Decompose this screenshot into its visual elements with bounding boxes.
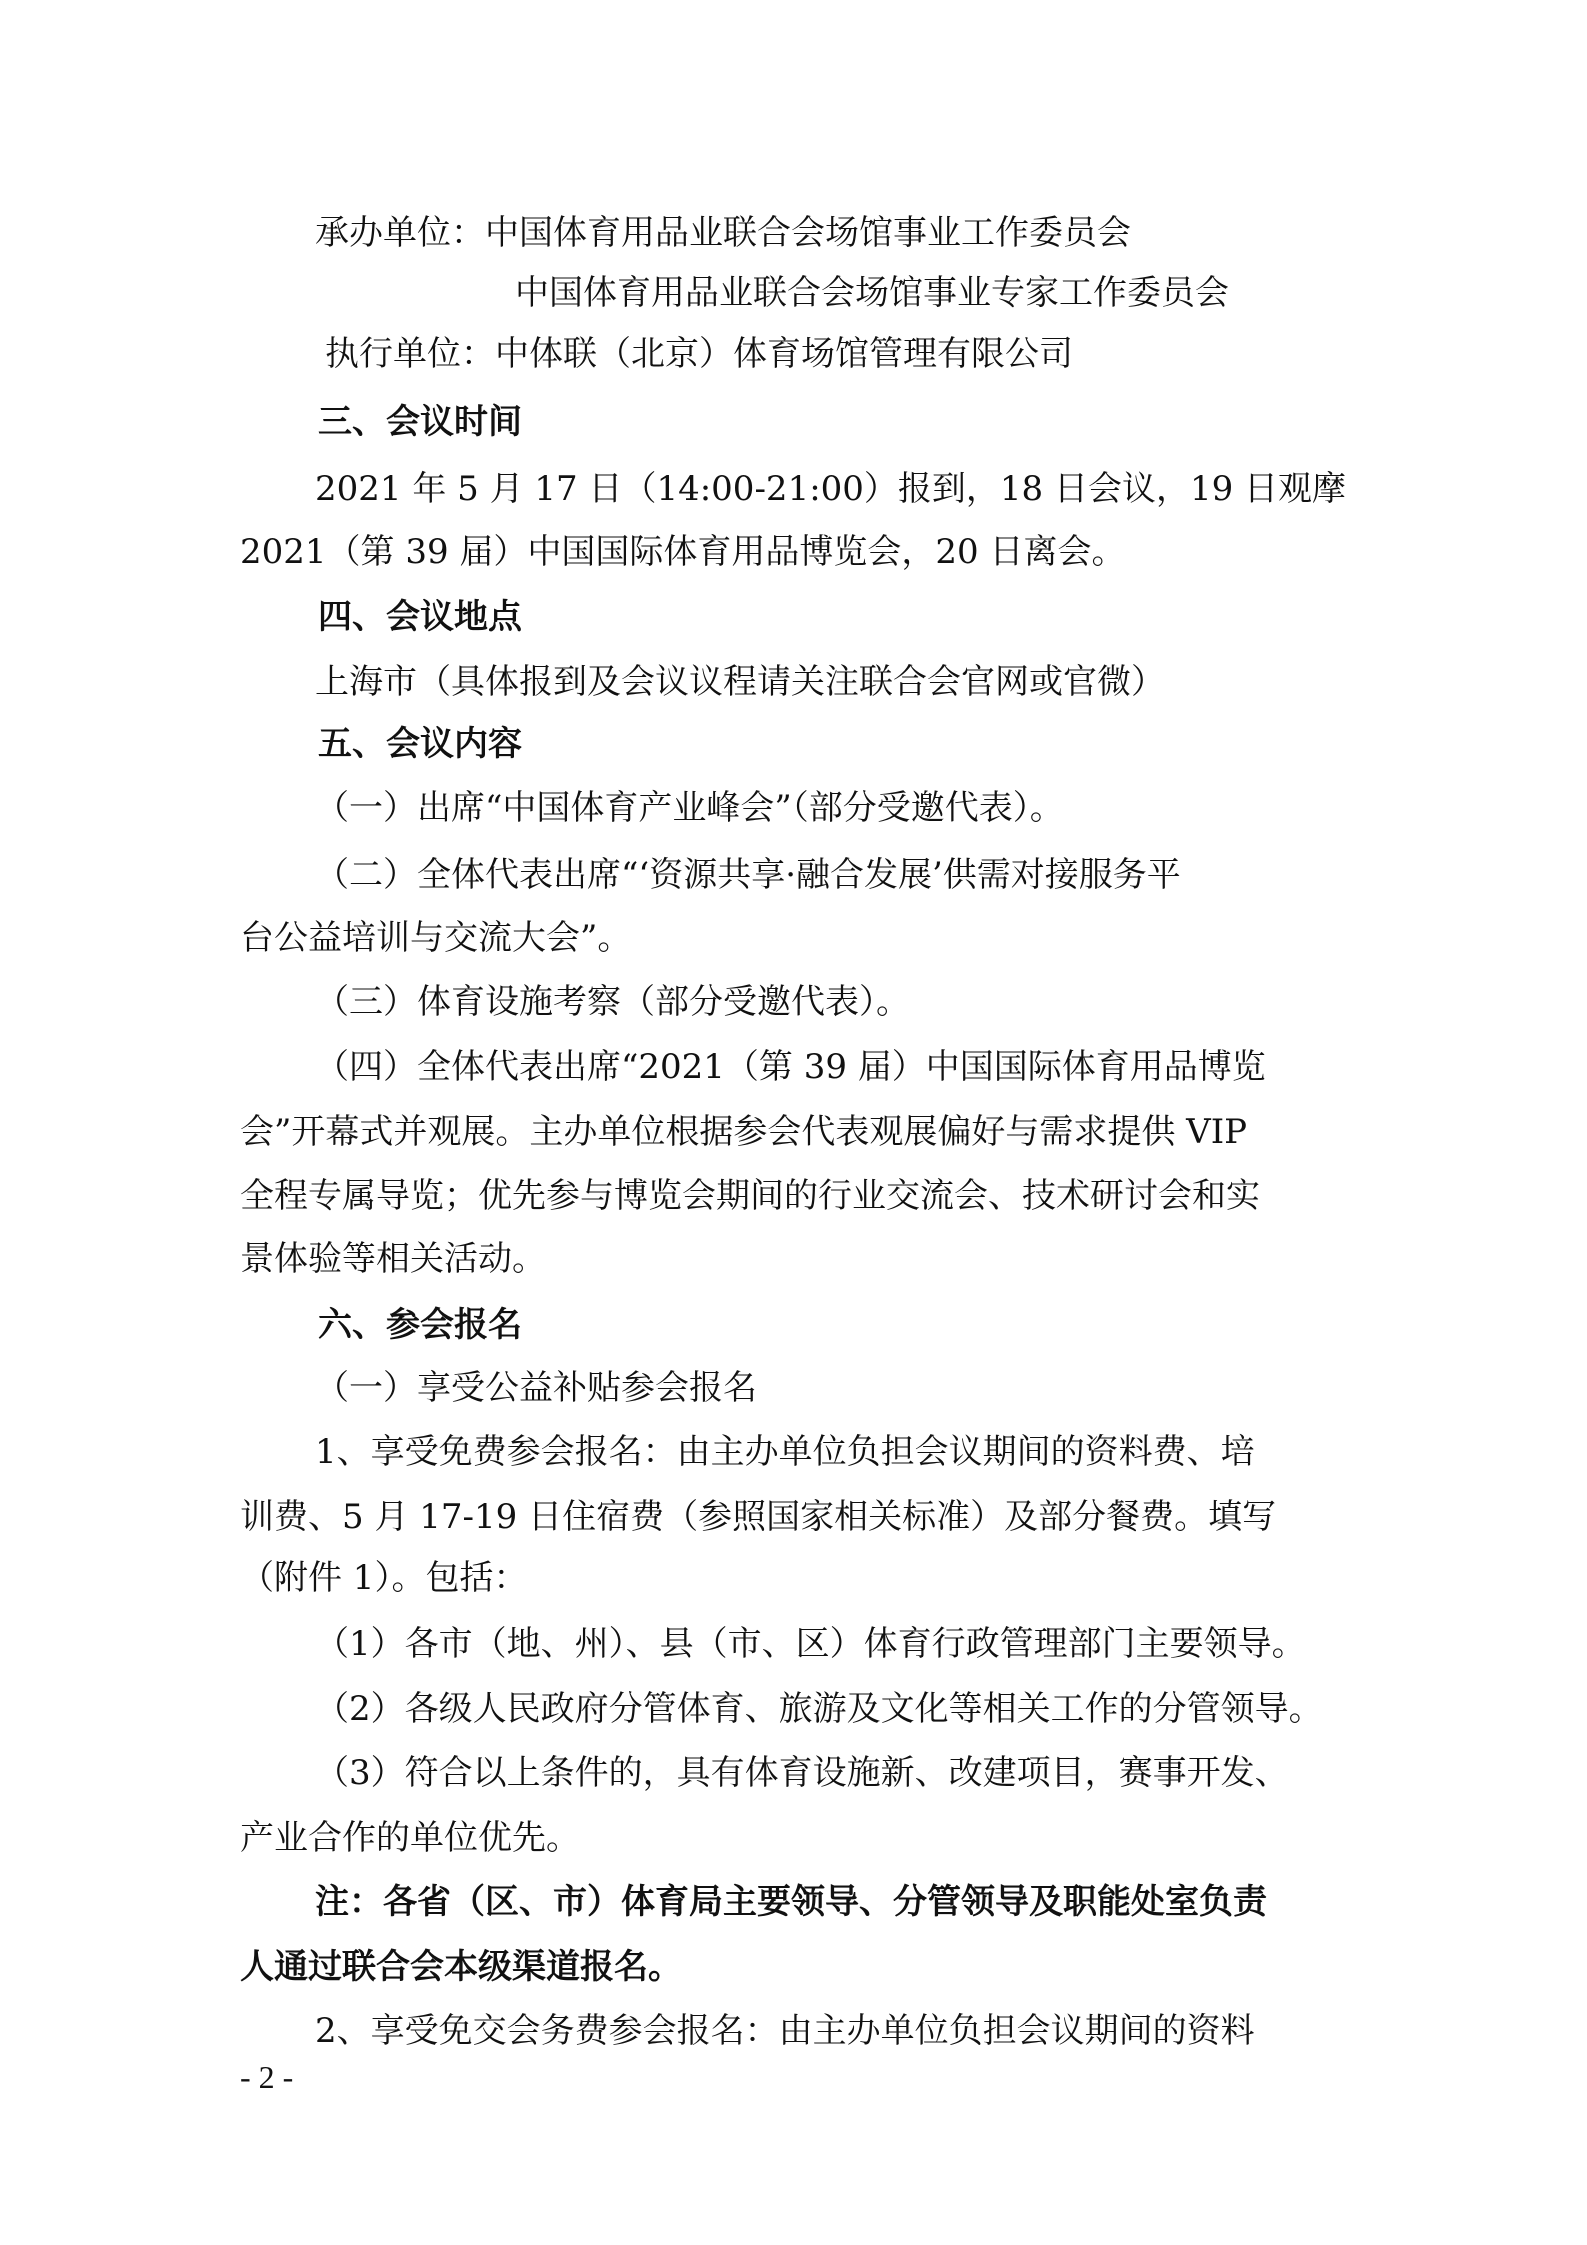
text-line: 全程专属导览；优先参与博览会期间的行业交流会、技术研讨会和实 bbox=[240, 1176, 1260, 1216]
note-line: 注：各省（区、市）体育局主要领导、分管领导及职能处室负责 bbox=[315, 1882, 1267, 1922]
text-line: 训费、5 月 17-19 日住宿费（参照国家相关标准）及部分餐费。填写 bbox=[240, 1497, 1277, 1537]
text-line: 中国体育用品业联合会场馆事业专家工作委员会 bbox=[515, 273, 1229, 313]
text-line: （一）享受公益补贴参会报名 bbox=[315, 1368, 757, 1408]
text-line: 1、享受免费参会报名：由主办单位负担会议期间的资料费、培 bbox=[315, 1432, 1255, 1472]
text-line: 执行单位：中体联（北京）体育场馆管理有限公司 bbox=[325, 334, 1073, 374]
text-line: 2、享受免交会务费参会报名：由主办单位负担会议期间的资料 bbox=[315, 2011, 1255, 2051]
text-line: 2021（第 39 届）中国国际体育用品博览会，20 日离会。 bbox=[240, 532, 1126, 572]
text-line: （三）体育设施考察（部分受邀代表）。 bbox=[315, 982, 910, 1022]
note-line: 人通过联合会本级渠道报名。 bbox=[240, 1947, 682, 1987]
text-line: 台公益培训与交流大会”。 bbox=[240, 918, 632, 958]
text-line: （2）各级人民政府分管体育、旅游及文化等相关工作的分管领导。 bbox=[315, 1689, 1323, 1729]
section-heading: 五、会议内容 bbox=[318, 724, 522, 764]
section-heading: 六、参会报名 bbox=[318, 1305, 522, 1345]
text-line: 2021 年 5 月 17 日（14:00-21:00）报到，18 日会议，19 日观摩 bbox=[315, 469, 1347, 509]
text-line: （四）全体代表出席“2021（第 39 届）中国国际体育用品博览 bbox=[315, 1047, 1266, 1087]
text-line: （1）各市（地、州）、县（市、区）体育行政管理部门主要领导。 bbox=[315, 1624, 1306, 1664]
section-heading: 四、会议地点 bbox=[318, 597, 522, 637]
text-line: 景体验等相关活动。 bbox=[240, 1239, 546, 1279]
text-line: （附件 1）。包括： bbox=[240, 1558, 528, 1598]
text-line: 上海市（具体报到及会议议程请关注联合会官网或官微） bbox=[315, 662, 1165, 702]
text-line: （一）出席“中国体育产业峰会”（部分受邀代表）。 bbox=[315, 788, 1064, 828]
text-line: 会”开幕式并观展。主办单位根据参会代表观展偏好与需求提供 VIP bbox=[240, 1112, 1248, 1152]
text-line: 承办单位：中国体育用品业联合会场馆事业工作委员会 bbox=[315, 213, 1131, 253]
text-line: （3）符合以上条件的，具有体育设施新、改建项目，赛事开发、 bbox=[315, 1753, 1289, 1793]
section-heading: 三、会议时间 bbox=[318, 402, 522, 442]
text-line: （二）全体代表出席“‘资源共享·融合发展’供需对接服务平 bbox=[315, 855, 1181, 895]
page-number: - 2 - bbox=[240, 2059, 294, 2095]
text-line: 产业合作的单位优先。 bbox=[240, 1818, 580, 1858]
